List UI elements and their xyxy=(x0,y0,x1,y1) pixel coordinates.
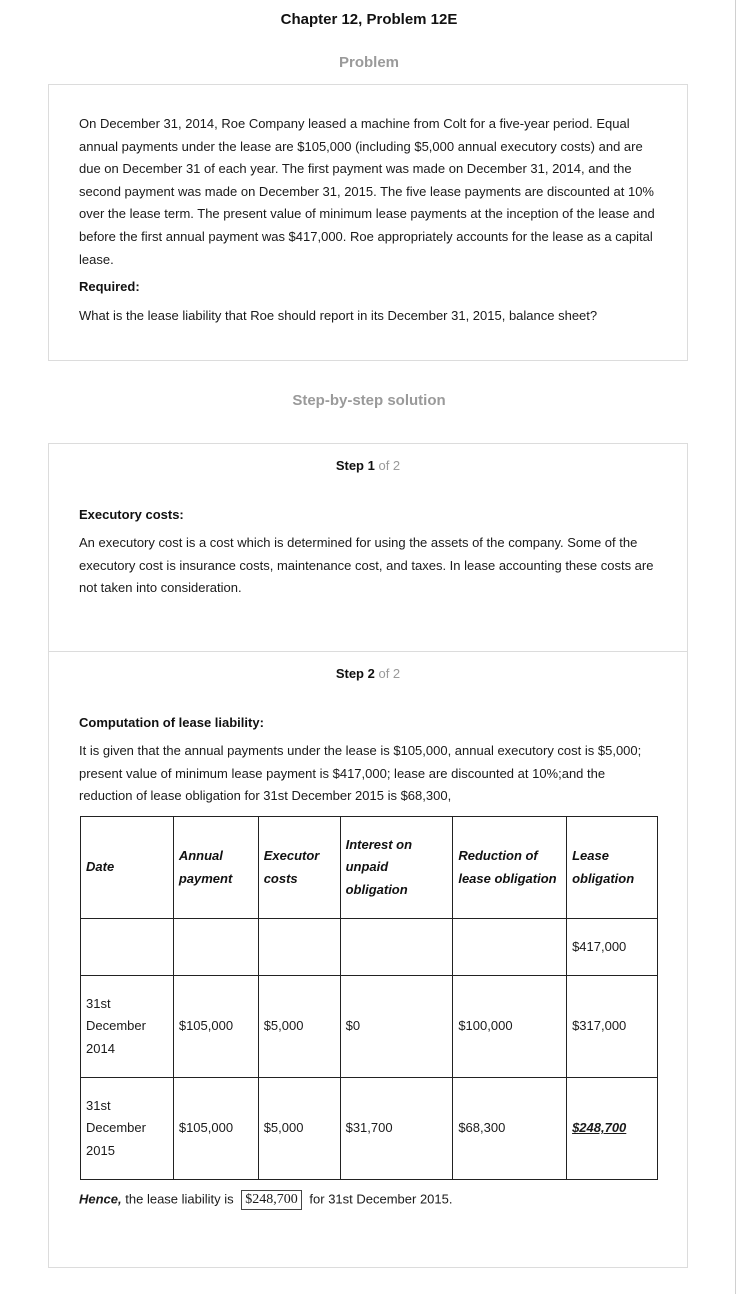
cell-lease-obligation-final xyxy=(567,1078,658,1180)
header-date: Date xyxy=(81,817,174,919)
cell-executor-costs: $5,000 xyxy=(258,976,340,1078)
step-2-text: It is given that the annual payments under the lease is $105,000, annual executory cost is $5,000; present value of minimum lease payment is $417,000; lease are discounted at 10%;and the reduction of lease obligation for 31st December 2015 is $68,300, xyxy=(79,743,642,804)
header-lease-obligation: Lease obligation xyxy=(567,817,658,919)
cell-interest: $31,700 xyxy=(340,1078,453,1180)
final-lease-obligation: $248,700 xyxy=(572,1120,627,1136)
cell-annual-payment: $105,000 xyxy=(173,1078,258,1180)
required-label: Required: xyxy=(79,279,140,294)
step-1-of: of 2 xyxy=(378,458,401,473)
cell-interest: $0 xyxy=(340,976,453,1078)
header-reduction: Reduction of lease obligation xyxy=(453,817,567,919)
cell-lease-obligation: $317,000 xyxy=(567,976,658,1078)
cell-date: 31st December 2014 xyxy=(81,976,174,1078)
step-2-number: Step 2 xyxy=(335,666,375,681)
step-1-number: Step 1 xyxy=(335,458,375,473)
cell-interest xyxy=(340,919,453,976)
problem-question: What is the lease liability that Roe should report in its December 31, 2015, balance sheet? xyxy=(79,308,598,323)
solution-heading: Step-by-step solution xyxy=(292,392,446,409)
table-row xyxy=(81,976,658,1078)
conclusion xyxy=(79,1190,452,1210)
answer-box: $248,700 xyxy=(241,1190,302,1210)
page-right-border xyxy=(735,0,736,1294)
problem-heading: Problem xyxy=(338,54,399,71)
step-divider xyxy=(49,651,687,652)
cell-executor-costs: $5,000 xyxy=(258,1078,340,1180)
table-row xyxy=(81,1078,658,1180)
cell-date: 31st December 2015 xyxy=(81,1078,174,1180)
step-2-label xyxy=(49,666,687,681)
chapter-title: Chapter 12, Problem 12E xyxy=(280,11,458,28)
cell-date xyxy=(81,919,174,976)
conclusion-text-before: the lease liability is xyxy=(125,1191,234,1207)
lease-table xyxy=(80,816,658,1180)
step-2-title: Computation of lease liability: xyxy=(79,715,264,730)
cell-annual-payment xyxy=(173,919,258,976)
header-annual-payment: Annual payment xyxy=(173,817,258,919)
cell-reduction: $68,300 xyxy=(453,1078,567,1180)
step-1-text: An executory cost is a cost which is determined for using the assets of the company. Some of the executory cost is insurance costs, maintenance cost, and taxes. In lease accounting these costs are not taken into consideration. xyxy=(79,535,654,596)
solution-box xyxy=(48,443,688,1268)
conclusion-hence: Hence, xyxy=(79,1191,122,1207)
header-interest: Interest on unpaid obligation xyxy=(340,817,453,919)
cell-lease-obligation: $417,000 xyxy=(567,919,658,976)
cell-reduction: $100,000 xyxy=(453,976,567,1078)
step-2-of: of 2 xyxy=(378,666,401,681)
cell-executor-costs xyxy=(258,919,340,976)
step-1-label xyxy=(49,458,687,473)
problem-box xyxy=(48,84,688,361)
header-executor-costs: Executor costs xyxy=(258,817,340,919)
table-header-row xyxy=(81,817,658,919)
conclusion-text-after: for 31st December 2015. xyxy=(309,1191,453,1207)
cell-reduction xyxy=(453,919,567,976)
problem-text: On December 31, 2014, Roe Company leased a machine from Colt for a five-year period. Equal annual payments under the lease are $105,000 (including $5,000 annual executory costs) and are due on December 31 of each year. The first payment was made on December 31, 2014, and the second payment was made on December 31, 2015. The five lease payments are discounted at 10% over the lease term. The present value of minimum lease payments at the inception of the lease and before the first annual payment was $417,000. Roe appropriately accounts for the lease as a capital lease. xyxy=(79,116,655,267)
cell-annual-payment: $105,000 xyxy=(173,976,258,1078)
table-row xyxy=(81,919,658,976)
step-1-title: Executory costs: xyxy=(79,507,184,522)
